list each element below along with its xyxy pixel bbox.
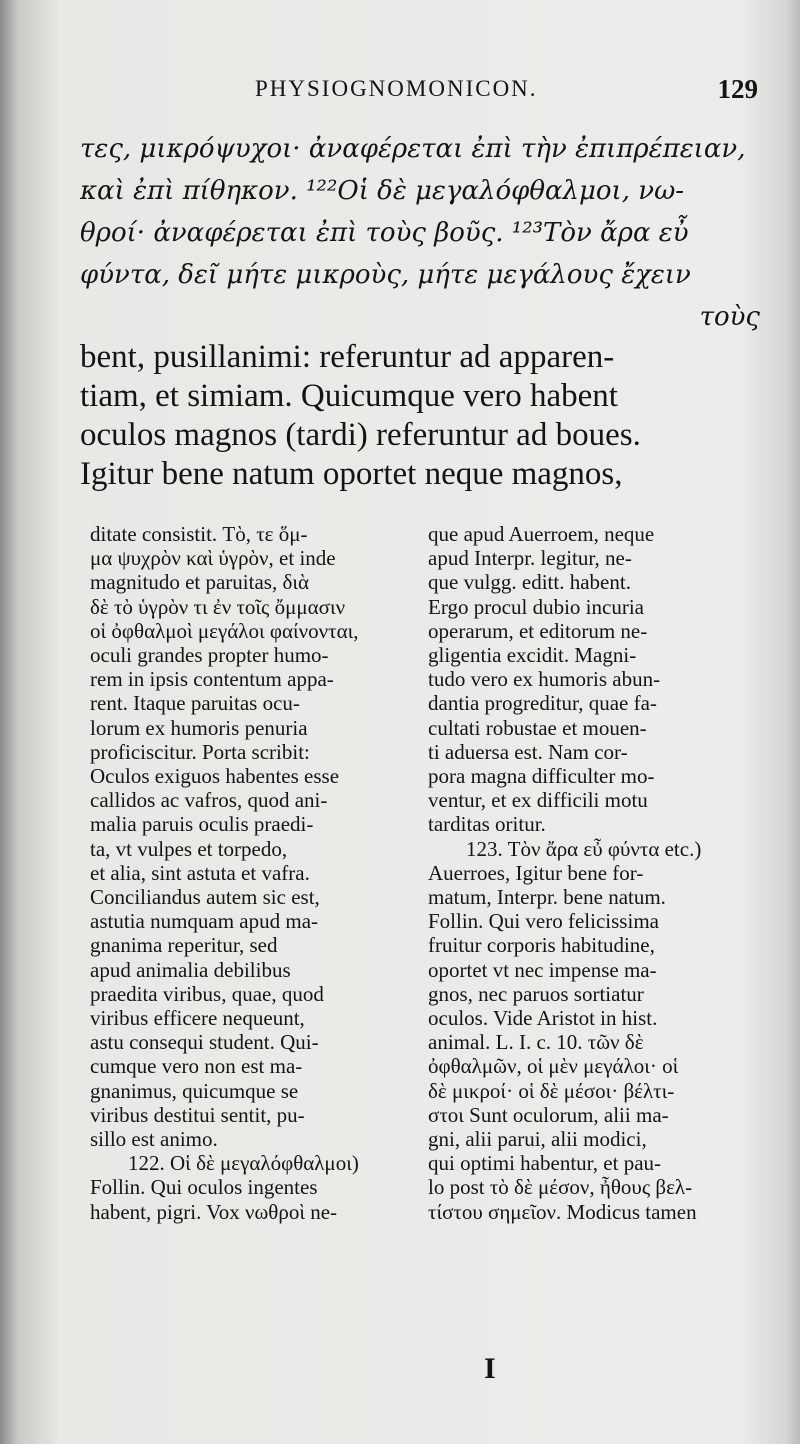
note-line: ventur, et ex difficili motu	[428, 788, 648, 813]
note-line: lorum ex humoris penuria	[90, 715, 308, 740]
note-line: pora magna difficulter mo-	[428, 764, 655, 789]
note-line: ditate consistit. Τὸ, τε ὅμ-	[90, 522, 308, 546]
note-line: τίστου σημεῖον. Modicus tamen	[428, 1199, 697, 1224]
notes-column-right	[428, 522, 763, 1224]
note-line: oculi grandes propter humo-	[90, 643, 329, 668]
note-line: malia paruis oculis praedi-	[90, 812, 314, 837]
note-line: animal. L. I. c. 10. τῶν δὲ	[428, 1030, 644, 1055]
page-header	[0, 70, 800, 110]
greek-line: τες, μικρόψυχοι· ἀναφέρεται ἐπὶ τὴν ἐπιπρέπειαν,	[80, 134, 746, 164]
note-line: viribus efficere nequeunt,	[90, 1006, 305, 1031]
note-line: μα ψυχρὸν καὶ ὑγρὸν, et inde	[90, 546, 336, 571]
note-line: gnanimus, quicumque se	[90, 1078, 299, 1103]
note-line: 123. Τὸν ἄρα εὖ φύντα etc.)	[466, 836, 702, 861]
note-line: οἱ ὀφθαλμοὶ μεγάλοι φαίνονται,	[90, 618, 359, 643]
note-line: gni, alii parui, alii modici,	[428, 1127, 647, 1152]
note-line: habent, pigri. Vox νωθροὶ ne-	[90, 1199, 338, 1224]
note-line: gnanima reperitur, sed	[90, 933, 278, 958]
note-line: astutia numquam apud ma-	[90, 909, 319, 934]
note-line: δὲ τὸ ὑγρὸν τι ἐν τοῖς ὄμμασιν	[90, 594, 346, 619]
latin-translation-block	[80, 338, 770, 494]
note-line: Oculos exiguos habentes esse	[90, 764, 340, 789]
greek-line-catchword: τοὺς	[699, 302, 760, 332]
note-line: que apud Auerroem, neque	[428, 522, 655, 546]
note-line: fruitur corporis habitudine,	[428, 933, 655, 958]
note-line: qui optimi habentur, et pau-	[428, 1151, 662, 1176]
note-line: ὀφθαλμῶν, οἱ μὲν μεγάλοι· οἱ	[428, 1054, 679, 1079]
note-line: rem in ipsis contentum appa-	[90, 667, 334, 692]
note-line: lo post τὸ δὲ μέσον, ἦθους βελ-	[428, 1175, 693, 1200]
note-line: callidos ac vafros, quod ani-	[90, 788, 328, 813]
note-line: tudo vero ex humoris abun-	[428, 667, 661, 692]
note-line: oculos. Vide Aristot in hist.	[428, 1006, 658, 1031]
signature-mark: I	[484, 1352, 496, 1385]
note-line: apud Interpr. legitur, ne-	[428, 546, 632, 571]
note-line: 122. Οἱ δὲ μεγαλόφθαλμοι)	[128, 1151, 359, 1176]
note-line: et alia, sint astuta et vafra.	[90, 860, 310, 885]
note-line: Follin. Qui vero felicissima	[428, 909, 659, 934]
running-head: PHYSIOGNOMONICON.	[255, 76, 538, 101]
note-line: Conciliandus autem sic est,	[90, 885, 320, 910]
notes-column-left	[90, 522, 420, 1224]
note-line: στοι Sunt oculorum, alii ma-	[428, 1102, 669, 1127]
note-line: Ergo procul dubio incuria	[428, 594, 644, 619]
page-number: 129	[717, 74, 758, 104]
latin-line: bent, pusillanimi: referuntur ad apparen-	[80, 339, 615, 375]
note-line: δὲ μικροί· οἱ δὲ μέσοι· βέλτι-	[428, 1078, 675, 1103]
note-line: magnitudo et paruitas, διὰ	[90, 570, 310, 595]
note-line: viribus destitui sentit, pu-	[90, 1102, 305, 1127]
note-line: ti aduersa est. Nam cor-	[428, 739, 628, 764]
note-line: apud animalia debilibus	[90, 957, 291, 982]
note-line: operarum, et editorum ne-	[428, 618, 648, 643]
latin-line: Igitur bene natum oportet neque magnos,	[80, 456, 623, 492]
note-line: proficiscitur. Porta scribit:	[90, 739, 310, 764]
latin-line: tiam, et simiam. Quicumque vero habent	[80, 378, 618, 414]
note-line: praedita viribus, quae, quod	[90, 981, 324, 1006]
note-line: matum, Interpr. bene natum.	[428, 885, 666, 910]
note-line: Follin. Qui oculos ingentes	[90, 1175, 318, 1200]
note-line: dantia progreditur, quae fa-	[428, 691, 657, 716]
greek-line: φύντα, δεῖ μήτε μικροὺς, μήτε μεγάλους ἔχειν	[80, 260, 691, 290]
note-line: gligentia excidit. Magni-	[428, 643, 637, 668]
note-line: sillo est animo.	[90, 1127, 218, 1152]
note-line: que vulgg. editt. habent.	[428, 570, 631, 595]
note-line: tarditas oritur.	[428, 812, 546, 837]
greek-line: καὶ ἐπὶ πίθηκον. ¹²²Οἱ δὲ μεγαλόφθαλμοι, νω-	[80, 176, 685, 206]
note-line: cumque vero non est ma-	[90, 1054, 303, 1079]
note-line: Auerroes, Igitur bene for-	[428, 860, 644, 885]
latin-line: oculos magnos (tardi) referuntur ad boues.	[80, 417, 641, 453]
greek-line: θροί· ἀναφέρεται ἐπὶ τοὺς βοῦς. ¹²³Τὸν ἄρα εὖ	[80, 218, 689, 248]
note-line: astu consequi student. Qui-	[90, 1030, 319, 1055]
note-line: cultati robustae et mouen-	[428, 715, 647, 740]
note-line: rent. Itaque paruitas ocu-	[90, 691, 300, 716]
note-line: ta, vt vulpes et torpedo,	[90, 836, 288, 861]
note-line: gnos, nec paruos sortiatur	[428, 981, 644, 1006]
greek-text-block	[80, 128, 760, 338]
note-line: oportet vt nec impense ma-	[428, 957, 657, 982]
